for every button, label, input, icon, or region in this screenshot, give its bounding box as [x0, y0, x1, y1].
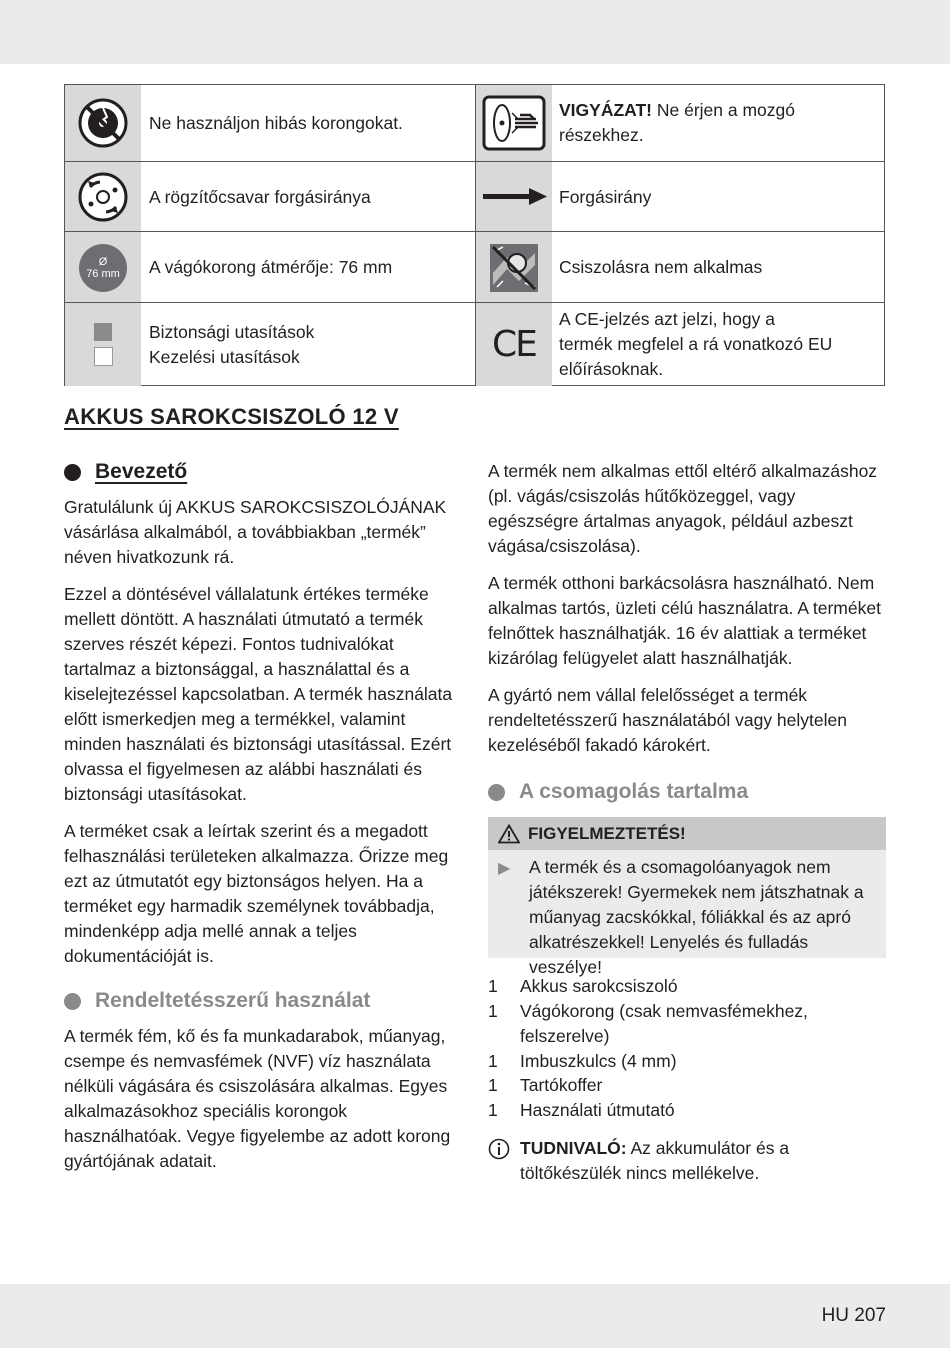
info-icon [488, 1138, 510, 1160]
rotation-direction-screw-icon [65, 162, 141, 232]
paragraph: A termék nem alkalmas ettől eltérő alkalmazáshoz (pl. vágás/csiszolás hűtőközeggel, vagy egészségre ártalmas anyagok, például azbeszt vágása/csiszolása). [488, 461, 878, 556]
paragraph: A termék otthoni barkácsolásra használható. Nem alkalmas tartós, üzleti célú használatra. A terméket felnőttek használhatják. 16 év alattiak a terméket kizárólag felügyelet alatt használhatják. [488, 573, 881, 668]
warning-label: VIGYÁZAT! [559, 100, 653, 120]
warning-header: FIGYELMEZTETÉS! [488, 817, 886, 850]
symbol-description: VIGYÁZAT! Ne érjen a mozgó részekhez. [559, 100, 796, 145]
no-grinding-icon [476, 232, 552, 303]
bullet-dot-icon [488, 784, 505, 801]
warning-body: ▶ A termék és a csomagolóanyagok nem játékszerek! Gyermekek nem játszhatnak a műanyag zacskókkal, fóliákkal és az apró alkatrészekkel! Lenyelés és fulladás veszélye! [488, 850, 886, 958]
symbol-description: A vágókorong átmérője: 76 mm [149, 257, 393, 277]
bullet-dot-icon [64, 993, 81, 1010]
warning-triangle-icon [498, 824, 520, 844]
page-number: HU 207 [821, 1305, 886, 1326]
table-row [65, 161, 884, 232]
section-heading-intro: Bevezető [64, 460, 187, 484]
arrow-right-icon [476, 162, 552, 232]
table-row [65, 231, 884, 303]
ce-mark-icon: CE [476, 303, 552, 386]
page-title: AKKUS SAROKCSISZOLÓ 12 V [64, 404, 399, 429]
symbol-description: Ne használjon hibás korongokat. [149, 112, 403, 133]
symbol-description: A rögzítőcsavar forgásiránya [149, 186, 371, 207]
section-heading-intended-use: Rendeltetésszerű használat [64, 989, 370, 1013]
symbol-description: A CE-jelzés azt jelzi, hogy a termék megfelel a rá vonatkozó EU előírásoknak. [559, 309, 833, 379]
safety-instructions-legend-icon [65, 303, 141, 386]
paragraph: A terméket csak a leírtak szerint és a megadott felhasználási területeken alkalmazza. Őrizze meg ezt az útmutatót egy biztonságos helyen. Ha a terméket egy harmadik személynek továbbadja, mindenképp adja mellé annak a teljes dokumentációját is. [64, 821, 449, 966]
right-column-text [488, 459, 886, 758]
symbol-description: Biztonsági utasítások Kezelési utasítások [149, 321, 315, 367]
symbol-table [64, 84, 885, 386]
triangle-bullet-icon: ▶ [498, 860, 511, 877]
symbol-description: Forgásirány [559, 186, 652, 207]
note: TUDNIVALÓ: Az akkumulátor és a töltőkészülék nincs mellékelve. [488, 1136, 886, 1186]
damaged-disc-prohibited-icon [65, 85, 141, 161]
empty-square-icon [94, 347, 113, 366]
intended-use-text [64, 1024, 464, 1174]
table-row [65, 302, 884, 386]
footer-band [0, 1284, 950, 1348]
paragraph: Gratulálunk új AKKUS SAROKCSISZOLÓJÁNAK vásárlása alkalmából, a továbbiakban „termék” néven hivatkozunk rá. [64, 497, 447, 567]
paragraph: A termék fém, kő és fa munkadarabok, műanyag, csempe és nemvasfémek (NVF) víz használata nélküli vágására és csiszolására alkalmas. Egyes alkalmazásokhoz speciális korongok használhatóak. Vegye figyelembe az adott korong gyártójának adatait. [64, 1026, 451, 1171]
header-band [0, 0, 950, 64]
diameter-76mm-icon: Ø 76 mm [65, 232, 141, 303]
intro-text [64, 495, 464, 969]
section-heading-package: A csomagolás tartalma [488, 780, 748, 804]
bullet-dot-icon [64, 464, 81, 481]
hand-moving-parts-warning-icon [476, 85, 552, 161]
paragraph: Ezzel a döntésével vállalatunk értékes terméke mellett döntött. A használati útmutató a termék szerves részét képezi. Fontos tudnivalókat tartalmaz a biztonsággal, a használattal és a kiselejtezéssel kapcsolatban. A termék használata előtt ismerkedjen meg a termékkel, valamint minden használati és biztonsági utasítással. Ezért olvassa el figyelmesen az alábbi használati és biztonsági utasításokat. [64, 584, 453, 804]
paragraph: A gyártó nem vállal felelősséget a termék rendeltetésszerű használatából vagy helytelen kezeléséből fakadó károkért. [488, 685, 847, 755]
table-row [65, 85, 884, 161]
symbol-description: Csiszolásra nem alkalmas [559, 257, 763, 277]
filled-square-icon [94, 323, 112, 341]
